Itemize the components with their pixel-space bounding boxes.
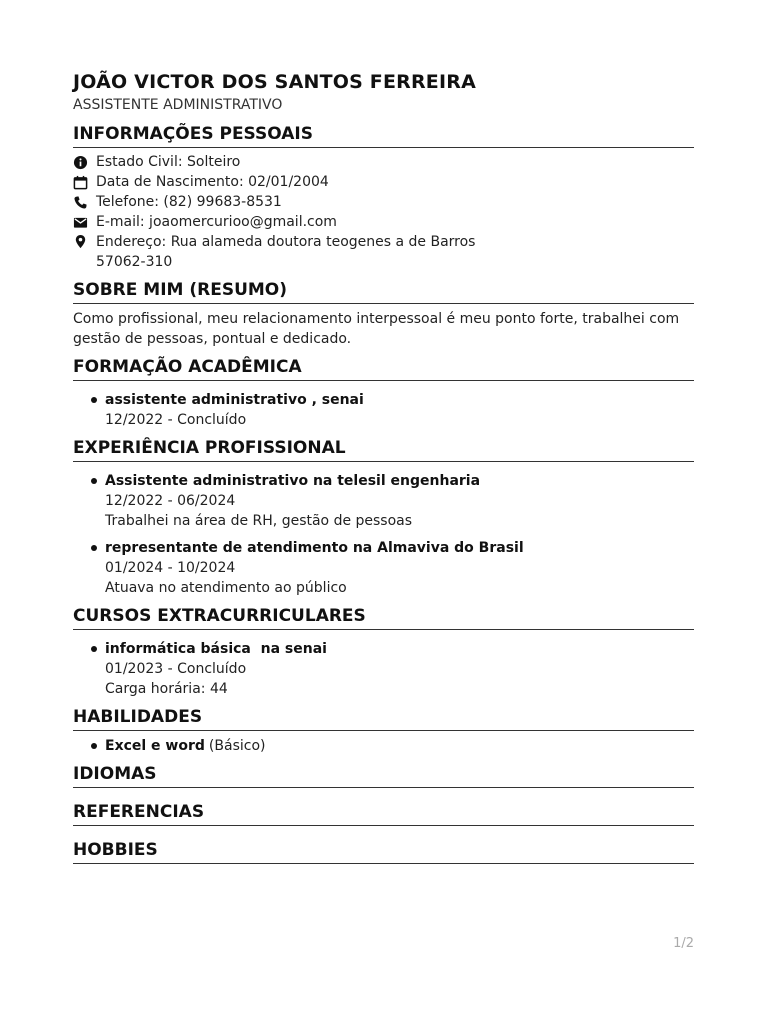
- list-item: [91, 639, 694, 699]
- courses-list: [73, 639, 694, 699]
- job-title: ASSISTENTE ADMINISTRATIVO: [73, 97, 283, 113]
- bullet-icon: [91, 478, 97, 484]
- info-text: Data de Nascimento: 02/01/2004: [96, 174, 329, 190]
- entry-hours: Carga horária: 44: [105, 681, 228, 697]
- info-item-marital-status: [73, 152, 694, 172]
- entry-date: 12/2022 - 06/2024: [105, 493, 236, 509]
- experience-section: [73, 436, 694, 598]
- personal-info-section: [73, 122, 694, 272]
- education-section: [73, 355, 694, 430]
- personal-info-list: [73, 152, 694, 272]
- resume-page: [73, 68, 694, 870]
- skills-section: [73, 705, 694, 756]
- entry-title: Assistente administrativo na telesil engenharia: [105, 473, 481, 489]
- list-item: [91, 736, 694, 756]
- section-title-skills: HABILIDADES: [73, 705, 694, 731]
- candidate-name: JOÃO VICTOR DOS SANTOS FERREIRA: [73, 71, 476, 93]
- info-text: Estado Civil: Solteiro: [96, 154, 241, 170]
- info-text: [96, 232, 694, 272]
- entry-date: 12/2022 - Concluído: [105, 412, 247, 428]
- references-section: [73, 800, 694, 826]
- skill-name: Excel e word: [105, 738, 205, 754]
- info-item-phone: [73, 192, 694, 212]
- section-title-languages: IDIOMAS: [73, 762, 694, 788]
- bullet-icon: [91, 397, 97, 403]
- summary-section: [73, 278, 694, 349]
- languages-section: [73, 762, 694, 788]
- section-title-personal-info: INFORMAÇÕES PESSOAIS: [73, 122, 694, 148]
- list-item: [91, 538, 694, 598]
- education-list: [73, 390, 694, 430]
- experience-list: [73, 471, 694, 598]
- entry-date: 01/2023 - Concluído: [105, 661, 247, 677]
- section-title-education: FORMAÇÃO ACADÊMICA: [73, 355, 694, 381]
- location-icon: [73, 232, 96, 254]
- entry-description: Trabalhei na área de RH, gestão de pessoas: [105, 513, 413, 529]
- phone-icon: [73, 192, 96, 212]
- mail-icon: [73, 212, 96, 232]
- address-line: Endereço: Rua alameda doutora teogenes a de Barros: [96, 234, 476, 250]
- entry-description: Atuava no atendimento ao público: [105, 580, 347, 596]
- calendar-icon: [73, 172, 96, 192]
- list-item: [91, 390, 694, 430]
- page-number: 1/2: [673, 936, 694, 951]
- bullet-icon: [91, 646, 97, 652]
- entry-date: 01/2024 - 10/2024: [105, 560, 236, 576]
- entry-title: assistente administrativo , senai: [105, 392, 364, 408]
- section-title-experience: EXPERIÊNCIA PROFISSIONAL: [73, 436, 694, 462]
- bullet-icon: [91, 545, 97, 551]
- info-item-birth-date: [73, 172, 694, 192]
- info-icon: [73, 152, 96, 172]
- info-item-address: [73, 232, 694, 272]
- info-text: Telefone: (82) 99683-8531: [96, 194, 282, 210]
- postal-code: 57062-310: [96, 254, 173, 270]
- info-item-email: [73, 212, 694, 232]
- section-title-references: REFERENCIAS: [73, 800, 694, 826]
- skill-level: (Básico): [208, 738, 266, 754]
- hobbies-section: [73, 838, 694, 864]
- info-text: E-mail: joaomercurioo@gmail.com: [96, 214, 337, 230]
- section-title-summary: SOBRE MIM (RESUMO): [73, 278, 694, 304]
- skills-list: [73, 736, 694, 756]
- list-item: [91, 471, 694, 531]
- bullet-icon: [91, 743, 97, 749]
- entry-title: representante de atendimento na Almaviva do Brasil: [105, 540, 524, 556]
- entry-title: informática básica na senai: [105, 641, 327, 657]
- section-title-courses: CURSOS EXTRACURRICULARES: [73, 604, 694, 630]
- courses-section: [73, 604, 694, 699]
- summary-text: Como profissional, meu relacionamento interpessoal é meu ponto forte, trabalhei com gestão de pessoas, pontual e dedicado.: [73, 311, 680, 347]
- section-title-hobbies: HOBBIES: [73, 838, 694, 864]
